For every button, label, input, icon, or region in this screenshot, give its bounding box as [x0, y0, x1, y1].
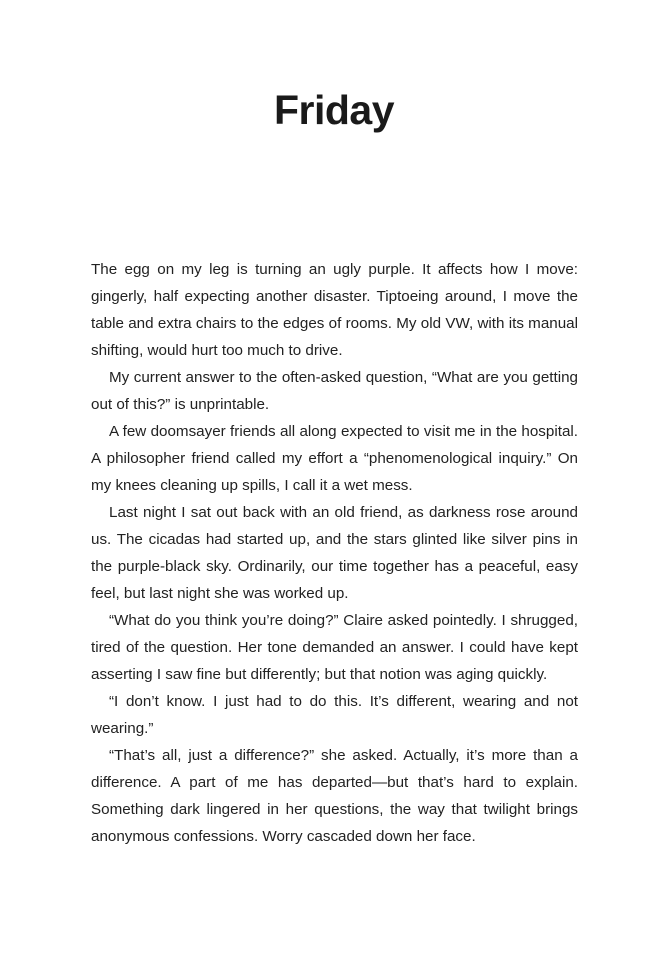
chapter-title: Friday: [273, 87, 395, 133]
paragraph: The egg on my leg is turning an ugly purple. It affects how I move: gingerly, half expecting another disaster. Tiptoeing around, I move the table and extra chairs to the edges of rooms. My old VW, with its manual shifting, would hurt too much to drive.: [91, 261, 578, 359]
paragraph: “What do you think you’re doing?” Claire asked pointedly. I shrugged, tired of the question. Her tone demanded an answer. I could have kept asserting I saw fine but differently; but that notion was aging quickly.: [91, 612, 578, 683]
paragraph: My current answer to the often-asked question, “What are you getting out of this?” is unprintable.: [91, 369, 578, 413]
paragraph: “I don’t know. I just had to do this. It’s different, wearing and not wearing.”: [91, 693, 578, 737]
chapter-body: [91, 256, 578, 850]
paragraph: A few doomsayer friends all along expected to visit me in the hospital. A philosopher friend called my effort a “phenomenological inquiry.” On my knees cleaning up spills, I call it a wet mess.: [91, 423, 578, 494]
paragraph: Last night I sat out back with an old friend, as darkness rose around us. The cicadas had started up, and the stars glinted like silver pins in the purple-black sky. Ordinarily, our time together has a peaceful, easy feel, but last night she was worked up.: [91, 504, 578, 602]
paragraph: “That’s all, just a difference?” she asked. Actually, it’s more than a difference. A part of me has departed—but that’s hard to explain. Something dark lingered in her questions, the way that twilight brings anonymous confessions. Worry cascaded down her face.: [91, 747, 578, 845]
